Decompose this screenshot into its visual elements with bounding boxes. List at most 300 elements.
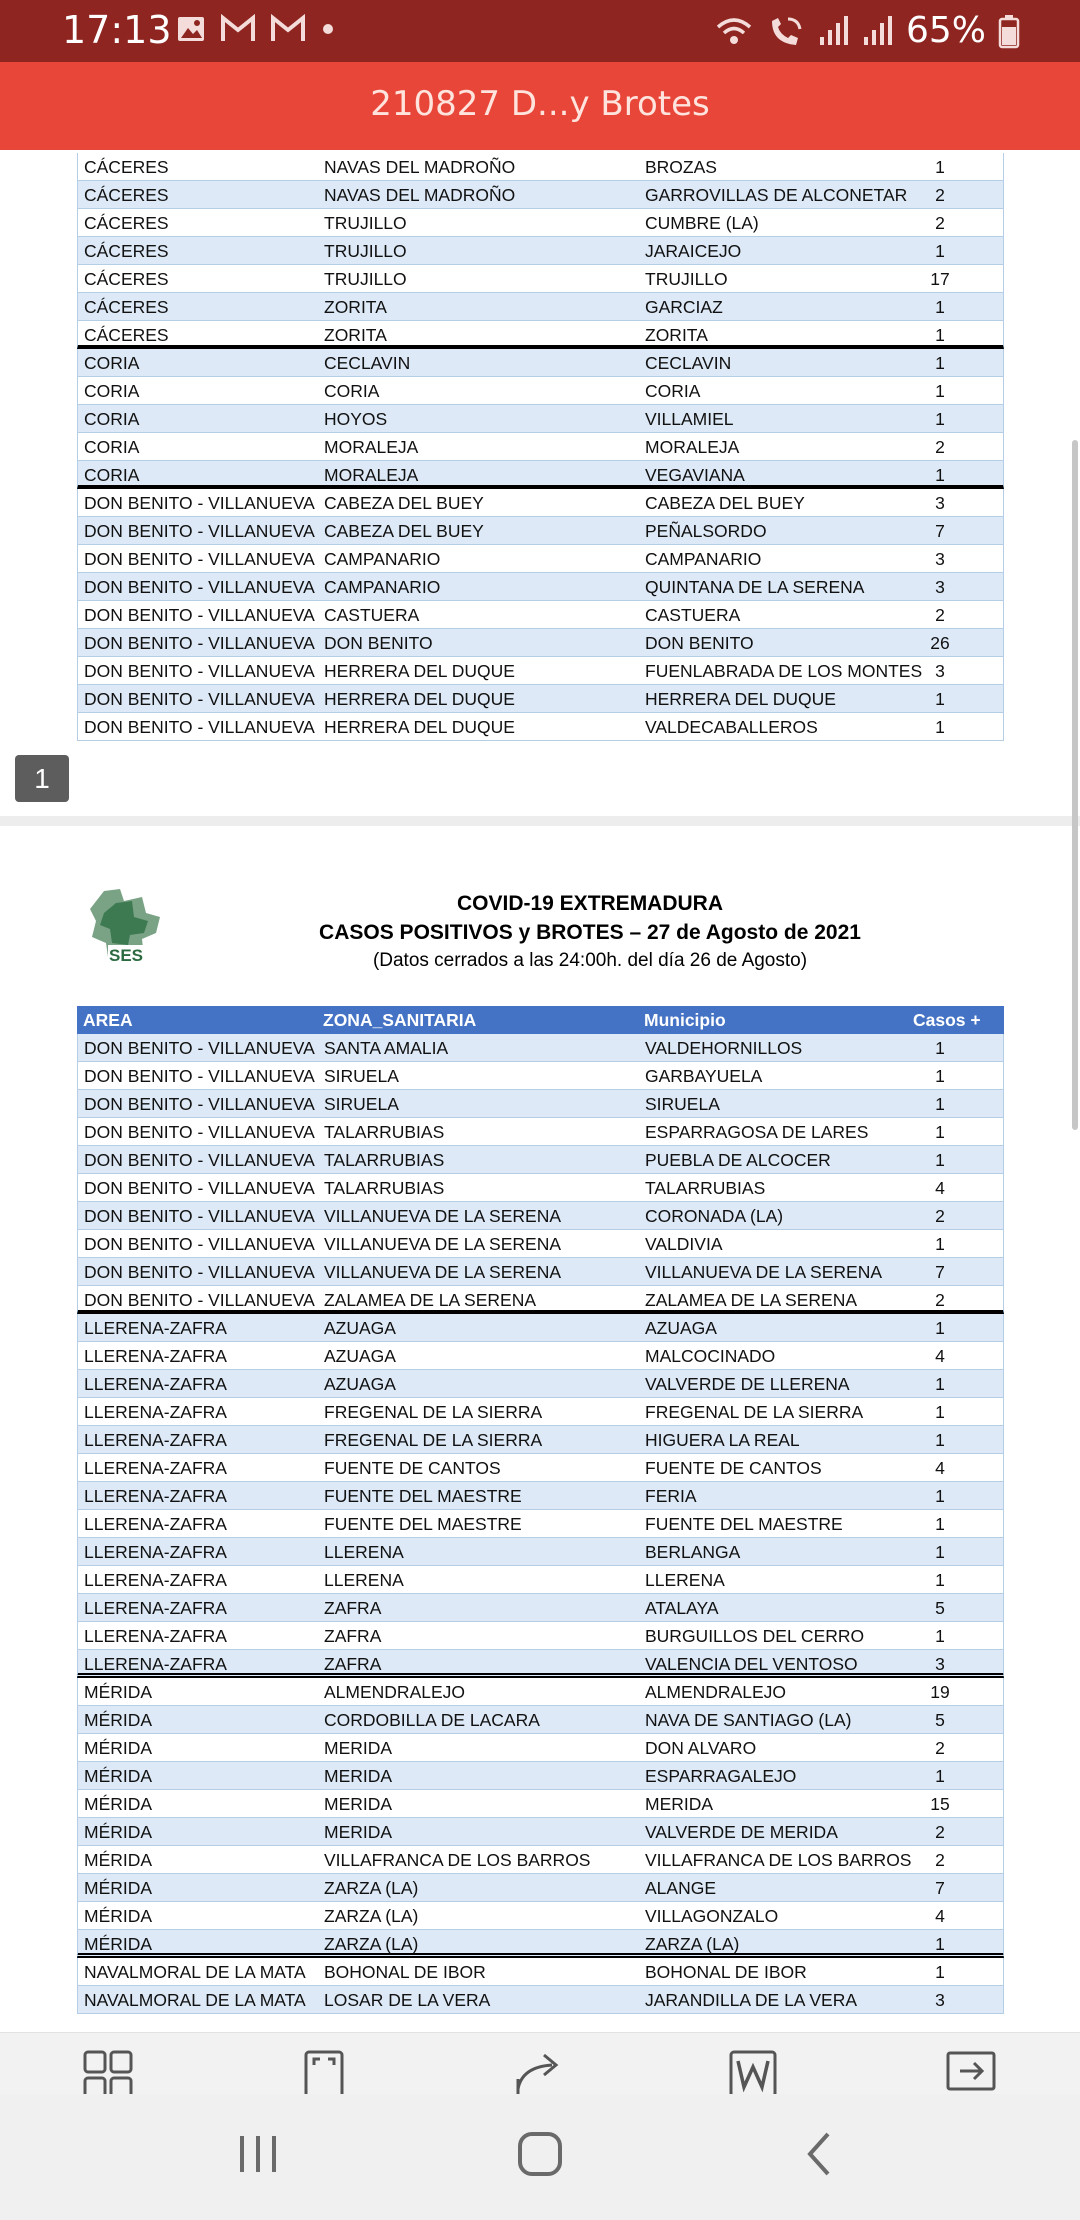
zona-cell: FREGENAL DE LA SIERRA: [324, 1430, 543, 1450]
municipio-cell: AZUAGA: [645, 1318, 717, 1338]
casos-cell: 1: [935, 1962, 945, 1982]
casos-cell: 1: [935, 1486, 945, 1506]
zona-cell: HERRERA DEL DUQUE: [324, 661, 515, 681]
casos-cell: 5: [935, 1710, 945, 1730]
zona-cell: SIRUELA: [324, 1094, 399, 1114]
casos-cell: 1: [935, 157, 945, 177]
table-row: [77, 601, 1004, 629]
municipio-cell: VALDEHORNILLOS: [645, 1038, 803, 1058]
area-cell: CÁCERES: [84, 269, 169, 289]
table-row: [77, 1510, 1004, 1538]
table-row: [77, 1426, 1004, 1454]
table-row: [77, 545, 1004, 573]
casos-cell: 1: [935, 1542, 945, 1562]
municipio-cell: CASTUERA: [645, 605, 741, 625]
casos-cell: 1: [935, 409, 945, 429]
table-row: [77, 1650, 1004, 1678]
zona-cell: AZUAGA: [324, 1374, 396, 1394]
table-row: [77, 1258, 1004, 1286]
casos-cell: 3: [935, 493, 945, 513]
area-cell: CÁCERES: [84, 297, 169, 317]
municipio-cell: FUENTE DE CANTOS: [645, 1458, 822, 1478]
table-row: [77, 461, 1004, 489]
area-cell: LLERENA-ZAFRA: [84, 1654, 227, 1674]
table-row: [77, 1034, 1004, 1062]
area-cell: MÉRIDA: [84, 1794, 153, 1814]
status-time: 17:13: [62, 8, 172, 52]
area-cell: DON BENITO - VILLANUEVA: [84, 493, 315, 513]
casos-cell: 1: [935, 1934, 945, 1954]
municipio-cell: VALVERDE DE LLERENA: [645, 1374, 850, 1394]
home-icon[interactable]: [516, 2126, 564, 2186]
casos-cell: 3: [935, 1990, 945, 2010]
municipio-cell: BROZAS: [645, 157, 717, 177]
battery-icon: [998, 13, 1020, 49]
share-icon[interactable]: [512, 2049, 568, 2094]
casos-cell: 15: [930, 1794, 950, 1814]
zona-cell: ZARZA (LA): [324, 1934, 419, 1954]
zona-cell: VILLAFRANCA DE LOS BARROS: [324, 1850, 591, 1870]
area-cell: LLERENA-ZAFRA: [84, 1542, 227, 1562]
zona-cell: HOYOS: [324, 409, 388, 429]
table-row: [77, 517, 1004, 545]
zona-cell: DON BENITO: [324, 633, 433, 653]
municipio-cell: CUMBRE (LA): [645, 213, 759, 233]
table-row: [77, 1734, 1004, 1762]
casos-cell: 1: [935, 297, 945, 317]
zona-cell: MERIDA: [324, 1738, 393, 1758]
table-row: [77, 405, 1004, 433]
zona-cell: ZORITA: [324, 325, 387, 345]
zona-cell: CABEZA DEL BUEY: [324, 493, 484, 513]
casos-cell: 1: [935, 381, 945, 401]
table-row: [77, 713, 1004, 741]
casos-cell: 4: [935, 1458, 945, 1478]
table-row: [77, 433, 1004, 461]
table-row: [77, 153, 1004, 181]
area-cell: DON BENITO - VILLANUEVA: [84, 689, 315, 709]
table-row: [77, 1174, 1004, 1202]
table-row: [77, 265, 1004, 293]
municipio-cell: TRUJILLO: [645, 269, 728, 289]
casos-cell: 3: [935, 661, 945, 681]
municipio-cell: TALARRUBIAS: [645, 1178, 766, 1198]
municipio-cell: CECLAVIN: [645, 353, 732, 373]
page2-table: [77, 1006, 1004, 2014]
zona-cell: TALARRUBIAS: [324, 1178, 445, 1198]
area-cell: CÁCERES: [84, 213, 169, 233]
area-cell: MÉRIDA: [84, 1682, 153, 1702]
report-note: (Datos cerrados a las 24:00h. del día 26 de Agosto): [372, 950, 808, 971]
municipio-cell: CORIA: [645, 381, 701, 401]
casos-cell: 2: [935, 213, 945, 233]
gmail-icon: [270, 14, 306, 44]
table-row: [77, 1230, 1004, 1258]
area-cell: DON BENITO - VILLANUEVA: [84, 605, 315, 625]
table-row: [77, 1454, 1004, 1482]
back-icon[interactable]: [800, 2126, 836, 2186]
table-row: [77, 1622, 1004, 1650]
area-cell: LLERENA-ZAFRA: [84, 1430, 227, 1450]
area-cell: DON BENITO - VILLANUEVA: [84, 1122, 315, 1142]
zona-cell: HERRERA DEL DUQUE: [324, 689, 515, 709]
zona-cell: TALARRUBIAS: [324, 1122, 445, 1142]
table-row: [77, 349, 1004, 377]
casos-cell: 1: [935, 1038, 945, 1058]
municipio-cell: VALENCIA DEL VENTOSO: [645, 1654, 858, 1674]
area-cell: DON BENITO - VILLANUEVA: [84, 1066, 315, 1086]
municipio-cell: ALMENDRALEJO: [645, 1682, 787, 1702]
table-header: [77, 1006, 1004, 1034]
zona-cell: VILLANUEVA DE LA SERENA: [324, 1234, 562, 1254]
area-cell: CORIA: [84, 353, 140, 373]
municipio-cell: BERLANGA: [645, 1542, 741, 1562]
area-cell: DON BENITO - VILLANUEVA: [84, 549, 315, 569]
area-cell: CORIA: [84, 465, 140, 485]
municipio-cell: HIGUERA LA REAL: [645, 1430, 800, 1450]
casos-cell: 7: [935, 521, 945, 541]
casos-cell: 1: [935, 1318, 945, 1338]
area-cell: LLERENA-ZAFRA: [84, 1374, 227, 1394]
municipio-cell: VILLANUEVA DE LA SERENA: [645, 1262, 883, 1282]
signal-icon: [862, 13, 894, 49]
wifi-call-icon: [766, 13, 806, 49]
table-row: [77, 1762, 1004, 1790]
area-cell: LLERENA-ZAFRA: [84, 1402, 227, 1422]
zona-cell: ZAFRA: [324, 1598, 382, 1618]
casos-cell: 1: [935, 1234, 945, 1254]
municipio-cell: VILLAGONZALO: [645, 1906, 779, 1926]
casos-cell: 3: [935, 1654, 945, 1674]
table-row: [77, 209, 1004, 237]
area-cell: LLERENA-ZAFRA: [84, 1458, 227, 1478]
table-row: [77, 1790, 1004, 1818]
zona-cell: FUENTE DE CANTOS: [324, 1458, 501, 1478]
municipio-cell: GARBAYUELA: [645, 1066, 763, 1086]
municipio-cell: NAVA DE SANTIAGO (LA): [645, 1710, 852, 1730]
municipio-cell: PEÑALSORDO: [645, 521, 767, 541]
casos-cell: 1: [935, 1122, 945, 1142]
municipio-cell: MORALEJA: [645, 437, 740, 457]
municipio-cell: DON ALVARO: [645, 1738, 757, 1758]
casos-cell: 5: [935, 1598, 945, 1618]
zona-cell: ZORITA: [324, 297, 387, 317]
casos-cell: 1: [935, 717, 945, 737]
zona-cell: TRUJILLO: [324, 269, 407, 289]
zona-cell: CECLAVIN: [324, 353, 411, 373]
casos-cell: 7: [935, 1878, 945, 1898]
casos-cell: 2: [935, 437, 945, 457]
casos-cell: 2: [935, 1850, 945, 1870]
notification-icons: [176, 14, 336, 44]
table-row: [77, 321, 1004, 349]
page-view-icon[interactable]: [82, 2049, 134, 2094]
municipio-cell: ZARZA (LA): [645, 1934, 740, 1954]
casos-cell: 3: [935, 549, 945, 569]
logo-text: SES: [108, 946, 144, 965]
casos-cell: 2: [935, 605, 945, 625]
area-cell: DON BENITO - VILLANUEVA: [84, 1234, 315, 1254]
table-row: [77, 1706, 1004, 1734]
page2-rows: [77, 1034, 1004, 2014]
dot-icon: [320, 14, 336, 44]
municipio-cell: GARROVILLAS DE ALCONETAR: [645, 185, 908, 205]
zona-cell: FUENTE DEL MAESTRE: [324, 1514, 522, 1534]
system-icons: [714, 10, 1020, 51]
zona-cell: AZUAGA: [324, 1346, 396, 1366]
municipio-cell: HERRERA DEL DUQUE: [645, 689, 836, 709]
table-row: [77, 1846, 1004, 1874]
table-row: [77, 181, 1004, 209]
municipio-cell: FREGENAL DE LA SIERRA: [645, 1402, 864, 1422]
zona-cell: TRUJILLO: [324, 213, 407, 233]
municipio-cell: MERIDA: [645, 1794, 714, 1814]
zona-cell: ZARZA (LA): [324, 1906, 419, 1926]
casos-cell: 2: [935, 1738, 945, 1758]
table-row: [77, 685, 1004, 713]
area-cell: LLERENA-ZAFRA: [84, 1486, 227, 1506]
area-cell: DON BENITO - VILLANUEVA: [84, 577, 315, 597]
zona-cell: ZAFRA: [324, 1654, 382, 1674]
table-row: [77, 1286, 1004, 1314]
report-title: COVID-19 EXTREMADURA: [456, 892, 724, 915]
municipio-cell: FERIA: [645, 1486, 697, 1506]
casos-cell: 4: [935, 1178, 945, 1198]
table-row: [77, 1986, 1004, 2014]
battery-percent: 65%: [905, 10, 986, 51]
status-bar: [0, 0, 1080, 62]
table-row: [77, 1370, 1004, 1398]
municipio-cell: VEGAVIANA: [645, 465, 745, 485]
area-cell: LLERENA-ZAFRA: [84, 1598, 227, 1618]
casos-cell: 1: [935, 689, 945, 709]
casos-cell: 4: [935, 1906, 945, 1926]
table-row: [77, 1482, 1004, 1510]
table-row: [77, 1958, 1004, 1986]
zona-cell: AZUAGA: [324, 1318, 396, 1338]
municipio-cell: DON BENITO: [645, 633, 754, 653]
casos-cell: 26: [930, 633, 950, 653]
area-cell: DON BENITO - VILLANUEVA: [84, 1038, 315, 1058]
table-row: [77, 1398, 1004, 1426]
table-row: [77, 1594, 1004, 1622]
zona-cell: CORIA: [324, 381, 380, 401]
casos-cell: 1: [935, 1766, 945, 1786]
zona-cell: MERIDA: [324, 1794, 393, 1814]
header-casos: Casos +: [913, 1010, 981, 1030]
table-row: [77, 1342, 1004, 1370]
casos-cell: 2: [935, 185, 945, 205]
casos-cell: 2: [935, 1290, 945, 1310]
municipio-cell: VILLAFRANCA DE LOS BARROS: [645, 1850, 912, 1870]
area-cell: LLERENA-ZAFRA: [84, 1514, 227, 1534]
casos-cell: 1: [935, 1514, 945, 1534]
zona-cell: FREGENAL DE LA SIERRA: [324, 1402, 543, 1422]
area-cell: NAVALMORAL DE LA MATA: [84, 1962, 306, 1982]
area-cell: DON BENITO - VILLANUEVA: [84, 661, 315, 681]
municipio-cell: BOHONAL DE IBOR: [645, 1962, 807, 1982]
table-row: [77, 1678, 1004, 1706]
page-separator: [0, 816, 1080, 826]
municipio-cell: FUENLABRADA DE LOS MONTES: [645, 661, 923, 681]
document-viewer[interactable]: [0, 150, 1080, 2032]
municipio-cell: LLERENA: [645, 1570, 725, 1590]
municipio-cell: ESPARRAGALEJO: [645, 1766, 797, 1786]
zona-cell: HERRERA DEL DUQUE: [324, 717, 515, 737]
municipio-cell: ESPARRAGOSA DE LARES: [645, 1122, 869, 1142]
table-row: [77, 1538, 1004, 1566]
table-row: [77, 1202, 1004, 1230]
municipio-cell: CAMPANARIO: [645, 549, 762, 569]
area-cell: DON BENITO - VILLANUEVA: [84, 1178, 315, 1198]
zona-cell: NAVAS DEL MADROÑO: [324, 157, 516, 177]
casos-cell: 1: [935, 1402, 945, 1422]
app-bar: [0, 62, 1080, 150]
area-cell: DON BENITO - VILLANUEVA: [84, 1094, 315, 1114]
gmail-icon: [220, 14, 256, 44]
casos-cell: 1: [935, 1374, 945, 1394]
exit-icon[interactable]: [944, 2049, 998, 2094]
area-cell: CORIA: [84, 381, 140, 401]
municipio-cell: BURGUILLOS DEL CERRO: [645, 1626, 865, 1646]
area-cell: MÉRIDA: [84, 1906, 153, 1926]
municipio-cell: CABEZA DEL BUEY: [645, 493, 805, 513]
table-row: [77, 1874, 1004, 1902]
area-cell: CÁCERES: [84, 241, 169, 261]
zona-cell: ZALAMEA DE LA SERENA: [324, 1290, 537, 1310]
table-row: [77, 1090, 1004, 1118]
zona-cell: SIRUELA: [324, 1066, 399, 1086]
zona-cell: MERIDA: [324, 1766, 393, 1786]
word-icon[interactable]: [728, 2049, 778, 2094]
area-cell: MÉRIDA: [84, 1878, 153, 1898]
table-row: [77, 237, 1004, 265]
area-cell: CORIA: [84, 409, 140, 429]
area-cell: DON BENITO - VILLANUEVA: [84, 1150, 315, 1170]
zona-cell: BOHONAL DE IBOR: [324, 1962, 486, 1982]
area-cell: LLERENA-ZAFRA: [84, 1318, 227, 1338]
table-row: [77, 293, 1004, 321]
fit-screen-icon[interactable]: [302, 2049, 346, 2094]
table-row: [77, 629, 1004, 657]
table-row: [77, 377, 1004, 405]
bottom-toolbar: [0, 2032, 1080, 2094]
area-cell: DON BENITO - VILLANUEVA: [84, 521, 315, 541]
zona-cell: TRUJILLO: [324, 241, 407, 261]
area-cell: CÁCERES: [84, 325, 169, 345]
table-row: [77, 1930, 1004, 1958]
municipio-cell: ALANGE: [645, 1878, 716, 1898]
casos-cell: 1: [935, 353, 945, 373]
zona-cell: CAMPANARIO: [324, 577, 441, 597]
casos-cell: 2: [935, 1822, 945, 1842]
casos-cell: 1: [935, 1626, 945, 1646]
casos-cell: 1: [935, 465, 945, 485]
zona-cell: VILLANUEVA DE LA SERENA: [324, 1206, 562, 1226]
municipio-cell: FUENTE DEL MAESTRE: [645, 1514, 843, 1534]
header-area: AREA: [83, 1010, 133, 1030]
area-cell: MÉRIDA: [84, 1710, 153, 1730]
casos-cell: 4: [935, 1346, 945, 1366]
municipio-cell: VILLAMIEL: [645, 409, 734, 429]
municipio-cell: VALVERDE DE MERIDA: [645, 1822, 838, 1842]
area-cell: LLERENA-ZAFRA: [84, 1626, 227, 1646]
zona-cell: MORALEJA: [324, 437, 419, 457]
zona-cell: CAMPANARIO: [324, 549, 441, 569]
zona-cell: NAVAS DEL MADROÑO: [324, 185, 516, 205]
table-row: [77, 1118, 1004, 1146]
zona-cell: ALMENDRALEJO: [324, 1682, 466, 1702]
zona-cell: ZARZA (LA): [324, 1878, 419, 1898]
area-cell: DON BENITO - VILLANUEVA: [84, 1262, 315, 1282]
zona-cell: TALARRUBIAS: [324, 1150, 445, 1170]
area-cell: DON BENITO - VILLANUEVA: [84, 1290, 315, 1310]
zona-cell: LLERENA: [324, 1570, 404, 1590]
zona-cell: MORALEJA: [324, 465, 419, 485]
municipio-cell: ZORITA: [645, 325, 708, 345]
zona-cell: VILLANUEVA DE LA SERENA: [324, 1262, 562, 1282]
casos-cell: 1: [935, 241, 945, 261]
table-row: [77, 657, 1004, 685]
area-cell: CÁCERES: [84, 157, 169, 177]
area-cell: DON BENITO - VILLANUEVA: [84, 1206, 315, 1226]
zona-cell: CASTUERA: [324, 605, 420, 625]
document-title[interactable]: 210827 D...y Brotes: [370, 84, 710, 124]
navigation-bar: [0, 2094, 1080, 2220]
municipio-cell: ATALAYA: [645, 1598, 719, 1618]
municipio-cell: ZALAMEA DE LA SERENA: [645, 1290, 858, 1310]
area-cell: LLERENA-ZAFRA: [84, 1570, 227, 1590]
area-cell: MÉRIDA: [84, 1766, 153, 1786]
table-row: [77, 1062, 1004, 1090]
wifi-icon: [714, 13, 754, 49]
image-icon: [176, 14, 206, 44]
recent-apps-icon[interactable]: [236, 2126, 280, 2186]
page-number-badge: 1: [15, 755, 69, 802]
zona-cell: SANTA AMALIA: [324, 1038, 449, 1058]
zona-cell: CABEZA DEL BUEY: [324, 521, 484, 541]
area-cell: MÉRIDA: [84, 1850, 153, 1870]
area-cell: NAVALMORAL DE LA MATA: [84, 1990, 306, 2010]
zona-cell: FUENTE DEL MAESTRE: [324, 1486, 522, 1506]
casos-cell: 1: [935, 1066, 945, 1086]
zona-cell: ZAFRA: [324, 1626, 382, 1646]
casos-cell: 1: [935, 1570, 945, 1590]
area-cell: CÁCERES: [84, 185, 169, 205]
municipio-cell: MALCOCINADO: [645, 1346, 776, 1366]
municipio-cell: VALDECABALLEROS: [645, 717, 818, 737]
table-row: [77, 1818, 1004, 1846]
municipio-cell: JARANDILLA DE LA VERA: [645, 1990, 858, 2010]
zona-cell: LLERENA: [324, 1542, 404, 1562]
area-cell: MÉRIDA: [84, 1738, 153, 1758]
casos-cell: 7: [935, 1262, 945, 1282]
area-cell: MÉRIDA: [84, 1934, 153, 1954]
municipio-cell: VALDIVIA: [645, 1234, 723, 1254]
municipio-cell: PUEBLA DE ALCOCER: [645, 1150, 831, 1170]
header-zona: ZONA_SANITARIA: [323, 1010, 477, 1030]
municipio-cell: GARCIAZ: [645, 297, 723, 317]
zona-cell: CORDOBILLA DE LACARA: [324, 1710, 540, 1730]
area-cell: MÉRIDA: [84, 1822, 153, 1842]
table-row: [77, 1566, 1004, 1594]
table-row: [77, 1902, 1004, 1930]
signal-icon: [818, 13, 850, 49]
area-cell: DON BENITO - VILLANUEVA: [84, 717, 315, 737]
header-municipio: Municipio: [644, 1010, 726, 1030]
scrollbar-thumb[interactable]: [1072, 440, 1078, 1130]
page1-table: [77, 153, 1004, 741]
